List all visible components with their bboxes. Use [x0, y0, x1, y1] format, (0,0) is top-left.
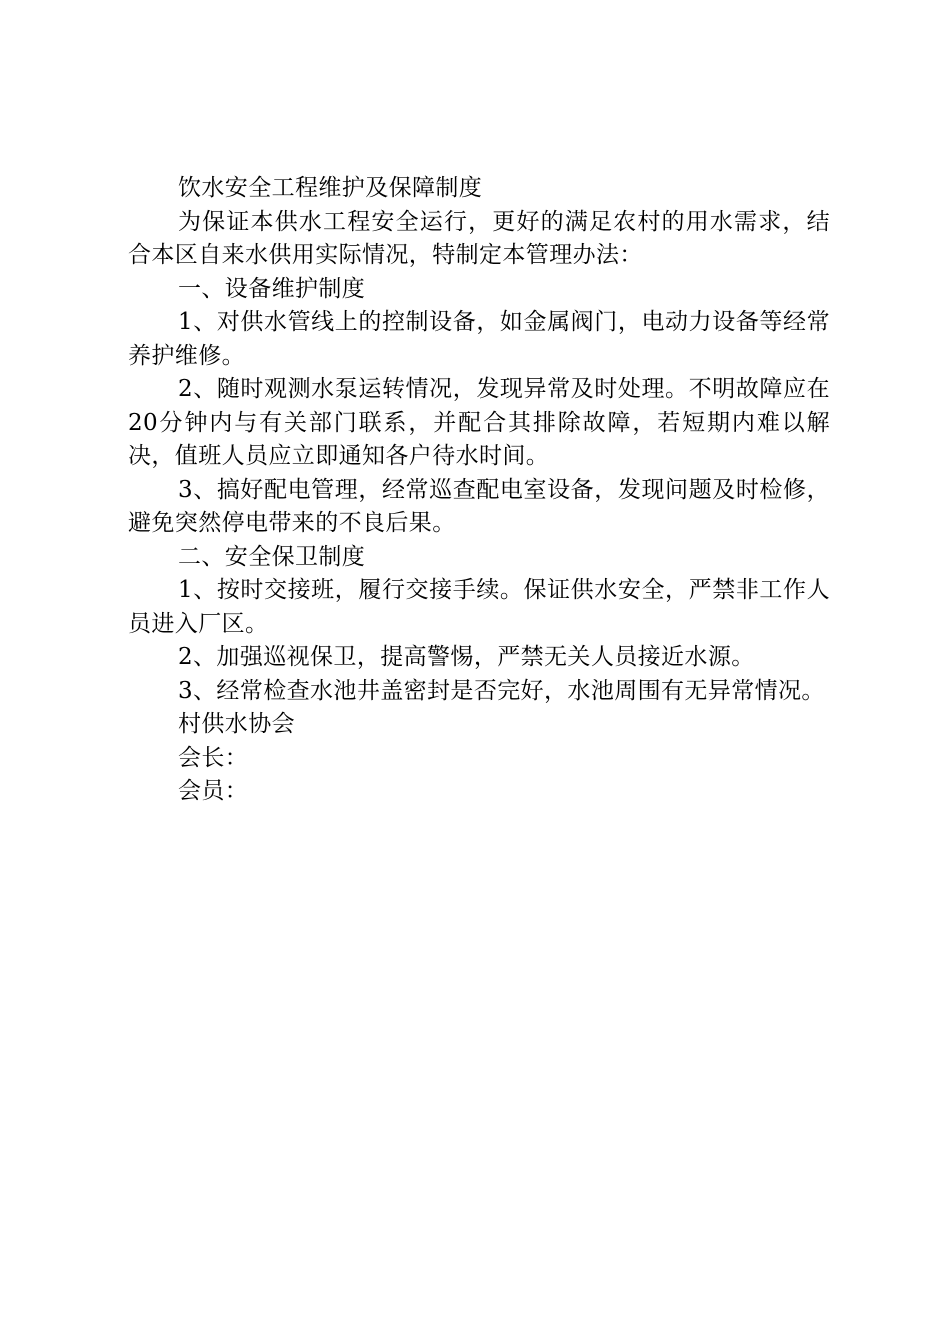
security-item-1: 1、按时交接班，履行交接手续。保证供水安全，严禁非工作人员进入厂区。 — [128, 577, 830, 637]
signature-org: 村供水协会 — [178, 711, 295, 737]
security-item-3: 3、经常检查水池井盖密封是否完好，水池周围有无异常情况。 — [178, 677, 825, 704]
security-item-2: 2、加强巡视保卫，提高警惕，严禁无关人员接近水源。 — [178, 644, 755, 670]
section-heading-equipment: 一、设备维护制度 — [178, 275, 366, 302]
signature-president: 会长： — [178, 744, 249, 771]
signature-member: 会员： — [178, 778, 249, 804]
document-title: 饮水安全工程维护及保障制度 — [178, 175, 483, 201]
section-heading-security: 二、安全保卫制度 — [178, 543, 366, 570]
document-body — [128, 172, 830, 809]
equipment-item-2: 2、随时观测水泵运转情况，发现异常及时处理。不明故障应在20分钟内与有关部门联系，并配合其排除故障，若短期内难以解决，值班人员应立即通知各户待水时间。 — [128, 376, 830, 469]
equipment-item-1: 1、对供水管线上的控制设备，如金属阀门，电动力设备等经常养护维修。 — [128, 309, 830, 369]
intro-paragraph: 为保证本供水工程安全运行，更好的满足农村的用水需求，结合本区自来水供用实际情况，特制定本管理办法： — [128, 208, 830, 268]
equipment-item-3: 3、搞好配电管理，经常巡查配电室设备，发现问题及时检修，避免突然停电带来的不良后果。 — [128, 476, 830, 536]
